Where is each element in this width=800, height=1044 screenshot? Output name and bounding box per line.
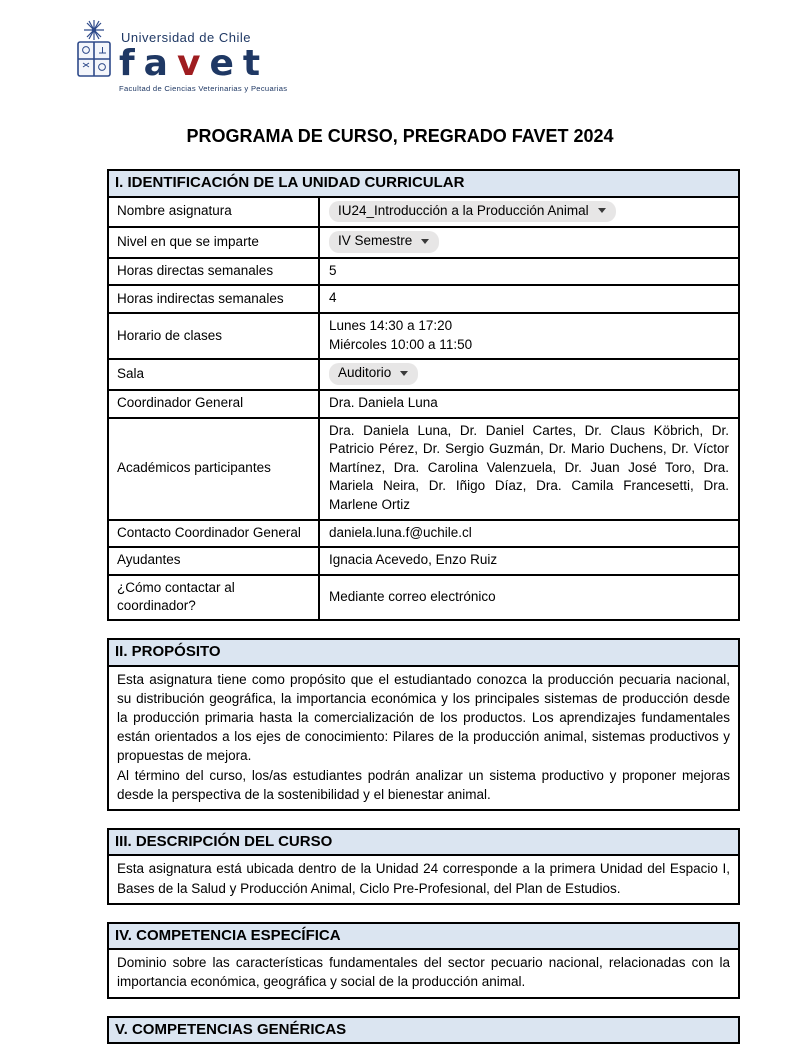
table-row (109, 419, 738, 521)
row-value: Dra. Daniela Luna (329, 394, 438, 410)
dropdown-value: IV Semestre (338, 233, 413, 249)
table-row (109, 314, 738, 360)
row-value: Mediante correo electrónico (329, 588, 496, 604)
row-label: Sala (109, 360, 320, 389)
table-row (109, 548, 738, 576)
row-label: Contacto Coordinador General (109, 521, 320, 547)
section-paragraph: Al término del curso, los/as estudiantes podrán analizar un sistema productivo y proponer mejoras desde la perspectiva de la sostenibilidad y el bienestar animal. (117, 767, 730, 802)
section-paragraph: Esta asignatura tiene como propósito que el estudiantado conozca la producción pecuaria nacional, su distribución geográfica, la importancia económica y los principales sistemas de producción desde la producción primaria hasta la comercialización de los productos. Los aprendizajes fundamentales están orientados a los ejes de conocimiento: Pilares de la producción animal, sistemas productivos y propuestas de mejora. (117, 671, 730, 764)
section-header: V. COMPETENCIAS GENÉRICAS (107, 1016, 740, 1044)
table-row (109, 521, 738, 549)
row-value: 5 (329, 262, 337, 278)
section-proposito (107, 638, 740, 811)
page-title: PROGRAMA DE CURSO, PREGRADO FAVET 2024 (186, 126, 614, 146)
row-label: Horario de clases (109, 314, 320, 358)
table-row (109, 360, 738, 391)
nombre-asignatura-dropdown[interactable] (329, 201, 616, 223)
schedule-line: Miércoles 10:00 a 11:50 (329, 336, 473, 352)
row-label: Coordinador General (109, 391, 320, 417)
favet-logo (74, 18, 287, 93)
favet-red-v: v (176, 43, 210, 84)
university-crest-icon (74, 18, 114, 86)
section-header: III. DESCRIPCIÓN DEL CURSO (107, 828, 740, 857)
section-competencia-especifica (107, 922, 740, 999)
row-label: Nombre asignatura (109, 198, 320, 227)
section-identificacion (107, 169, 740, 621)
section-paragraph: Dominio sobre las características fundamentales del sector pecuario nacional, relacionadas con la importancia económica, geográfica y social de la producción animal. (117, 955, 730, 990)
row-label: Horas directas semanales (109, 259, 320, 285)
row-label: Nivel en que se imparte (109, 228, 320, 257)
chevron-down-icon (400, 371, 408, 376)
row-value (320, 314, 738, 358)
dropdown-value: Auditorio (338, 365, 392, 381)
faculty-name: Facultad de Ciencias Veterinarias y Pecuarias (119, 84, 288, 93)
chevron-down-icon (421, 239, 429, 244)
section-header-identificacion: I. IDENTIFICACIÓN DE LA UNIDAD CURRICULAR (109, 171, 738, 198)
dropdown-value: IU24_Introducción a la Producción Animal (338, 202, 589, 218)
table-row (109, 198, 738, 229)
table-row (109, 259, 738, 287)
document-content (107, 169, 740, 1044)
sala-dropdown[interactable] (329, 363, 418, 385)
section-competencias-genericas (107, 1016, 740, 1044)
row-value: daniela.luna.f@uchile.cl (329, 524, 472, 540)
row-label: Horas indirectas semanales (109, 286, 320, 312)
section-header: II. PROPÓSITO (107, 638, 740, 667)
row-value: 4 (329, 290, 337, 306)
table-row (109, 391, 738, 419)
table-row (109, 228, 738, 259)
favet-wordmark: favet (119, 43, 270, 84)
row-label: ¿Cómo contactar al coordinador? (109, 576, 320, 619)
row-label: Ayudantes (109, 548, 320, 574)
table-row (109, 286, 738, 314)
row-value: Dra. Daniela Luna, Dr. Daniel Cartes, Dr. Claus Köbrich, Dr. Patricio Pérez, Dr. Sergio Guzmán, Dr. Mario Duchens, Dr. Víctor Martínez, Dra. Carolina Valenzuela, Dr. Juan José Toro, Dra. Mariela Neira, Dr. Iñigo Díaz, Dra. Camila Francesetti, Dra. Marlene Ortiz (329, 422, 729, 512)
schedule-line: Lunes 14:30 a 17:20 (329, 318, 453, 333)
table-row (109, 576, 738, 619)
section-descripcion-curso (107, 828, 740, 905)
section-paragraph: Esta asignatura está ubicada dentro de la Unidad 24 corresponde a la primera Unidad del Espacio I, Bases de la Salud y Producción Animal, Ciclo Pre-Profesional, del Plan de Estudios. (117, 861, 730, 896)
university-name: Universidad de Chile (121, 30, 251, 45)
row-value: Ignacia Acevedo, Enzo Ruiz (329, 552, 498, 568)
nivel-dropdown[interactable] (329, 231, 439, 253)
row-label: Académicos participantes (109, 419, 320, 519)
chevron-down-icon (598, 208, 606, 213)
section-header: IV. COMPETENCIA ESPECÍFICA (107, 922, 740, 951)
